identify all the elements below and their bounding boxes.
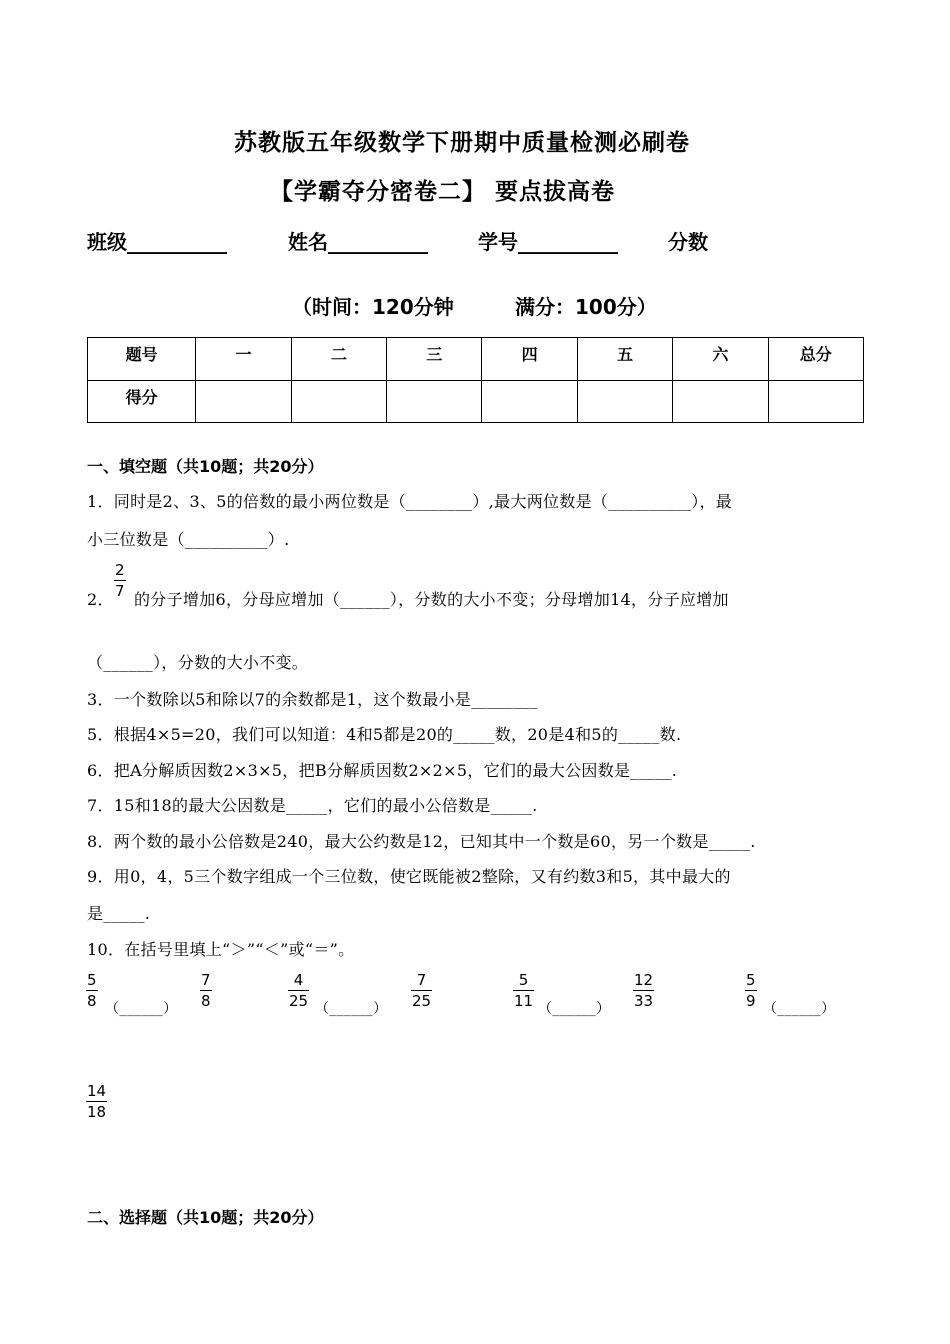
score-input-cell[interactable]	[577, 380, 672, 423]
question-6: 6．把A分解质因数2×3×5，把B分解质因数2×2×5，它们的最大公因数是_____.	[87, 761, 678, 780]
fraction-denominator: 11	[514, 992, 534, 1010]
fraction-numerator: 7	[416, 971, 427, 989]
fraction-denominator: 25	[289, 992, 309, 1010]
comparison-blank[interactable]: （______）	[315, 1001, 388, 1017]
table-cell: 一	[196, 338, 291, 381]
fraction-denominator: 8	[201, 992, 211, 1010]
question-2-line2: （______），分数的大小不变。	[87, 653, 309, 672]
question-2-number: 2．	[87, 590, 114, 609]
fraction-numerator: 7	[201, 971, 211, 989]
fraction-numerator: 2	[115, 561, 125, 579]
fraction	[86, 1082, 107, 1121]
table-cell: 总分	[768, 338, 863, 381]
fraction-denominator: 9	[746, 992, 756, 1010]
fraction-denominator: 8	[87, 992, 97, 1010]
fraction-bar	[288, 990, 309, 991]
name-field[interactable]: 姓名__________	[288, 230, 428, 254]
fraction	[200, 971, 212, 1010]
question-7: 7．15和18的最大公因数是_____，它们的最小公倍数是_____.	[87, 796, 538, 815]
question-9-line2: 是_____.	[87, 904, 151, 923]
fraction	[745, 971, 757, 1010]
question-2-line1: 的分子增加6，分母应增加（______），分数的大小不变；分母增加14，分子应增加	[134, 590, 729, 609]
section2-heading: 二、选择题（共10题；共20分）	[87, 1208, 324, 1227]
exam-subtitle: 【学霸夺分密卷二】 要点拔高卷	[270, 179, 616, 205]
fraction-bar	[411, 990, 432, 991]
class-field[interactable]: 班级__________	[87, 230, 227, 254]
table-cell: 题号	[88, 338, 196, 381]
fraction-bar	[200, 990, 212, 991]
question-3: 3．一个数除以5和除以7的余数都是1，这个数最小是________	[87, 690, 538, 709]
fraction	[86, 971, 98, 1010]
time-label: （时间：120分钟	[292, 295, 454, 319]
fraction-denominator: 18	[87, 1103, 107, 1121]
fraction-denominator: 33	[634, 992, 654, 1010]
score-table-header-row	[88, 338, 864, 381]
fraction-denominator: 25	[412, 992, 432, 1010]
fraction	[513, 971, 534, 1010]
table-cell: 四	[482, 338, 577, 381]
fraction	[114, 561, 126, 600]
fraction-bar	[745, 990, 757, 991]
fraction	[288, 971, 309, 1010]
score-field: 分数	[668, 230, 708, 254]
full-score-label: 满分：100分）	[515, 295, 657, 319]
fraction-numerator: 14	[87, 1082, 107, 1100]
fraction-bar	[114, 580, 126, 581]
table-cell: 二	[291, 338, 386, 381]
fraction-numerator: 4	[293, 971, 304, 989]
fraction	[633, 971, 654, 1010]
question-8: 8．两个数的最小公倍数是240，最大公约数是12，已知其中一个数是60，另一个数是_____.	[87, 832, 756, 851]
fraction-numerator: 5	[746, 971, 756, 989]
score-input-cell[interactable]	[196, 380, 291, 423]
comparison-blank[interactable]: （______）	[763, 1001, 836, 1017]
question-1-line2: 小三位数是（__________）.	[87, 530, 290, 549]
fraction-bar	[86, 990, 98, 991]
table-cell: 六	[673, 338, 768, 381]
table-cell: 五	[577, 338, 672, 381]
score-table	[87, 337, 864, 423]
score-input-cell[interactable]	[673, 380, 768, 423]
score-input-cell[interactable]	[768, 380, 863, 423]
student-number-field[interactable]: 学号__________	[478, 230, 618, 254]
fraction-numerator: 5	[518, 971, 529, 989]
fraction-bar	[633, 990, 654, 991]
question-9-line1: 9．用0，4，5三个数字组成一个三位数，使它既能被2整除，又有约数3和5，其中最大的	[87, 867, 731, 886]
fraction-bar	[86, 1101, 107, 1102]
question-5: 5．根据4×5=20，我们可以知道：4和5都是20的_____数，20是4和5的_____数.	[87, 725, 682, 744]
fraction-bar	[513, 990, 534, 991]
question-10: 10．在括号里填上“＞”“＜”或“＝”。	[87, 940, 355, 959]
fraction-numerator: 5	[87, 971, 97, 989]
comparison-blank[interactable]: （______）	[105, 1001, 178, 1017]
score-table-score-row	[88, 380, 864, 423]
exam-title: 苏教版五年级数学下册期中质量检测必刷卷	[234, 130, 690, 156]
fraction-denominator: 7	[115, 582, 125, 600]
fraction-numerator: 12	[634, 971, 654, 989]
score-input-cell[interactable]	[482, 380, 577, 423]
table-cell: 三	[387, 338, 482, 381]
table-cell: 得分	[88, 380, 196, 423]
comparison-blank[interactable]: （______）	[538, 1001, 611, 1017]
score-input-cell[interactable]	[387, 380, 482, 423]
question-1-line1: 1．同时是2、3、5的倍数的最小两位数是（________）,最大两位数是（__________），最	[87, 492, 733, 511]
score-input-cell[interactable]	[291, 380, 386, 423]
fraction	[411, 971, 432, 1010]
section1-heading: 一、填空题（共10题；共20分）	[87, 457, 324, 476]
